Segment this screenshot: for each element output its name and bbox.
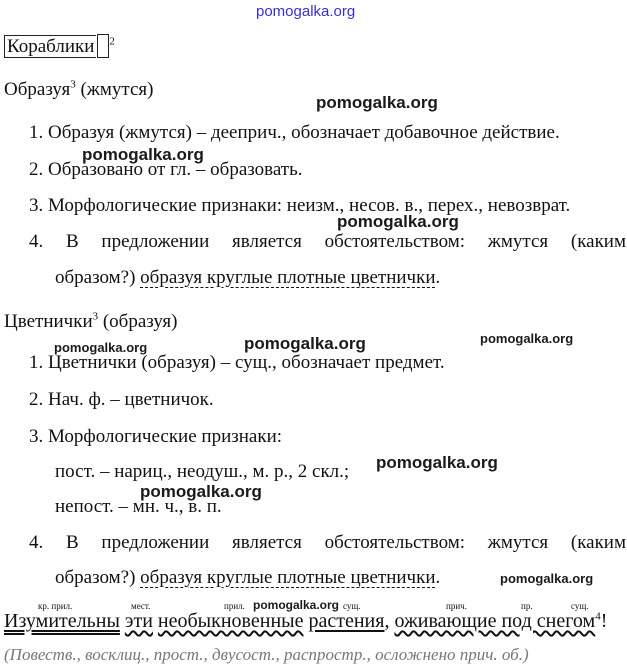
section1-item-4-cont: образом?) образуя круглые плотные цветнички.	[55, 267, 441, 288]
participial-phrase: оживающие под снегом	[394, 610, 596, 632]
watermark: pomogalka.org	[140, 482, 262, 501]
section2-item-4-cont: образом?) образуя круглые плотные цветнички.	[55, 567, 441, 588]
adverbial-phrase: образуя круглые плотные цветнички	[140, 267, 436, 288]
adverbial-phrase: образуя круглые плотные цветнички	[140, 567, 436, 588]
predicate: Изумительны	[4, 610, 120, 632]
morpheme-box-icon	[97, 34, 109, 58]
watermark: pomogalka.org	[244, 334, 366, 353]
pos-label: пр.	[521, 601, 533, 611]
section2-item-4: 4. В предложении является обстоятельством: жмутся (каким	[29, 532, 626, 553]
watermark-top: pomogalka.org	[256, 3, 356, 20]
title-word: Кораблики	[4, 35, 96, 58]
watermark: pomogalka.org	[253, 598, 340, 612]
pos-label: прич.	[446, 601, 467, 611]
section1-item-3: 3. Морфологические признаки: неизм., несов. в., перех., невозврат.	[29, 195, 571, 216]
watermark: pomogalka.org	[376, 453, 498, 472]
section2-item-2: 2. Нач. ф. – цветничок.	[29, 389, 214, 410]
subject: растения	[308, 610, 385, 632]
watermark: pomogalka.org	[480, 331, 574, 346]
section2-heading: Цветнички$^3$ (образуя)	[4, 310, 178, 332]
section1-heading: Образуя$^3$ (жмутся)	[4, 78, 154, 100]
watermark: pomogalka.org	[54, 340, 148, 355]
title	[4, 34, 115, 58]
watermark: pomogalka.org	[500, 571, 594, 586]
section2-const: пост. – нариц., неодуш., м. р., 2 скл.;	[55, 461, 350, 482]
sentence: Изумительны эти необыкновенные растения, оживающие под снегом$^4$!	[4, 610, 608, 632]
section1-item-2: 2. Образовано от гл. – образовать.	[29, 159, 303, 180]
attribute: необыкновенные	[157, 610, 304, 632]
attribute: эти	[124, 610, 153, 632]
pos-label: сущ.	[571, 601, 589, 611]
pos-label: прил.	[224, 601, 245, 611]
section2-item-3: 3. Морфологические признаки:	[29, 426, 283, 447]
section1-item-1: 1. Образуя (жмутся) – дееприч., обозначает добавочное действие.	[29, 122, 560, 143]
pos-label: кр. прил.	[38, 601, 73, 611]
watermark: pomogalka.org	[82, 145, 204, 164]
title-sup: 2	[109, 35, 115, 48]
section1-item-4: 4. В предложении является обстоятельством: жмутся (каким	[29, 231, 626, 252]
watermark: pomogalka.org	[337, 212, 459, 231]
sentence-note: (Повеств., восклиц., прост., двусост., распростр., осложнено прич. об.)	[4, 645, 529, 664]
watermark: pomogalka.org	[316, 93, 438, 112]
section2-nonconst: непост. – мн. ч., в. п.	[55, 496, 222, 517]
pos-label: сущ.	[343, 601, 361, 611]
section2-item-1: 1. Цветнички (образуя) – сущ., обозначает предмет.	[29, 352, 445, 373]
pos-label: мест.	[131, 601, 151, 611]
